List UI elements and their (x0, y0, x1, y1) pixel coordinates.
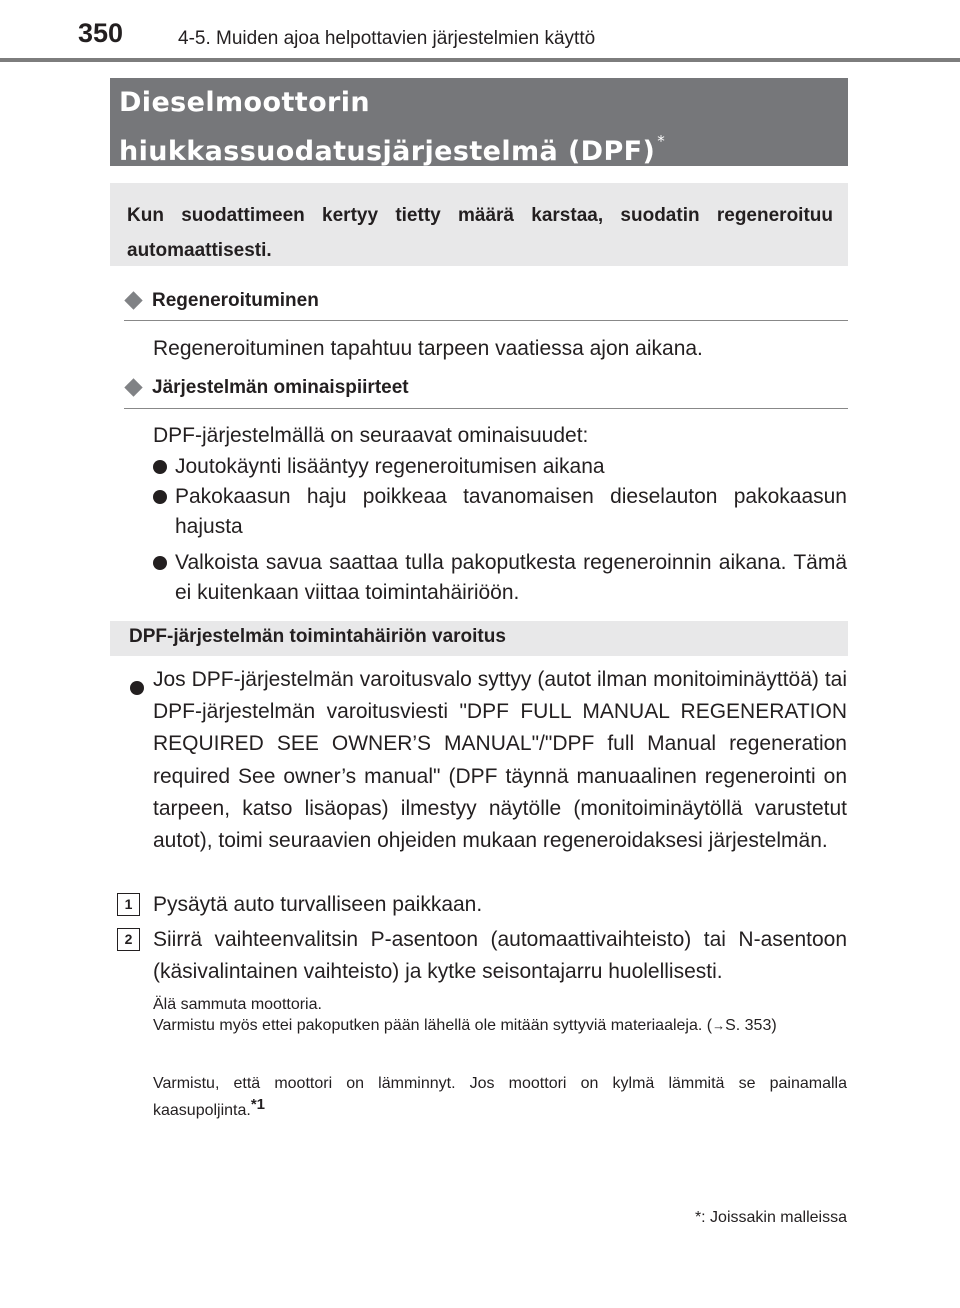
arrow-right-icon: → (712, 1017, 726, 1033)
list-item (153, 482, 847, 542)
note-paragraph (153, 1074, 847, 1121)
warning-heading: DPF-järjestelmän toimintahäiriön varoitus (129, 626, 506, 647)
subheading-features-label: Järjestelmän ominaispiirteet (152, 377, 409, 398)
page-number: 350 (78, 18, 124, 48)
bullet-icon (153, 556, 167, 570)
intro-box (110, 183, 848, 266)
page-title (119, 84, 665, 171)
chapter-title: 4-5. Muiden ajoa helpottavien järjestelmien käyttö (178, 28, 596, 49)
page-reference-link[interactable]: S. 353) (725, 1016, 777, 1034)
subheading-regeneration-label: Regeneroituminen (152, 290, 319, 311)
footnote-marker: *1 (250, 1095, 266, 1113)
subheading-regeneration (124, 290, 319, 312)
features-intro: DPF-järjestelmällä on seuraavat ominaisuudet: (153, 424, 589, 447)
regeneration-text: Regeneroituminen tapahtuu tarpeen vaatiessa ajon aikana. (153, 337, 703, 360)
diamond-icon (124, 291, 142, 309)
subheading-divider (124, 408, 848, 409)
list-item-text: Pakokaasun haju poikkeaa tavanomaisen dieselauton pakokaasun hajusta (175, 485, 847, 538)
subheading-divider (124, 320, 848, 321)
title-asterisk: * (657, 132, 666, 150)
note-line (153, 1016, 847, 1037)
step-text: Siirrä vaihteenvalitsin P-asentoon (automaattivaihteisto) tai N-asentoon (käsivalintainen vaihteisto) ja kytke seisontajarru huolellisesti. (153, 928, 847, 983)
bullet-icon (153, 460, 167, 474)
warning-text: Jos DPF-järjestelmän varoitusvalo syttyy (autot ilman monitoiminäyttöä) tai DPF-järjestelmän varoitusviesti "DPF FULL MANUAL REGENERATION REQUIRED SEE OWNER’S MANUAL"/"DPF full Manual regeneration required See owner’s manual" (DPF täynnä manuaalinen regenerointi on tarpeen, katso lisäopas) ilmestyy näytölle (monitoiminäytöllä varustetut autot), toimi seuraavien ohjeiden mukaan regeneroidaksesi järjestelmän. (153, 668, 847, 853)
step-number-badge: 2 (117, 928, 140, 951)
note-text: Varmistu myös ettei pakoputken pään lähellä ole mitään syttyviä materiaaleja. ( (153, 1016, 713, 1034)
title-line-2: hiukkassuodatusjärjestelmä (DPF) (119, 136, 656, 167)
footnote: *: Joissakin malleissa (694, 1209, 847, 1226)
list-item (153, 548, 847, 608)
list-item (153, 452, 847, 482)
header-divider (0, 58, 960, 62)
note-text: Varmistu, että moottori on lämminnyt. Jos moottori on kylmä lämmitä se painamalla kaasupoljinta. (153, 1075, 847, 1119)
section-title-band (110, 78, 848, 166)
title-line-1: Dieselmoottorin (119, 87, 371, 118)
diamond-icon (124, 378, 142, 396)
step-text: Pysäytä auto turvalliseen paikkaan. (153, 893, 483, 916)
list-item-text: Valkoista savua saattaa tulla pakoputkesta regeneroinnin aikana. Tämä ei kuitenkaan viittaa toimintahäiriöön. (175, 551, 847, 604)
note-block (153, 995, 847, 1036)
subheading-features (124, 377, 409, 399)
note-line: Älä sammuta moottoria. (153, 996, 322, 1013)
warning-section-band (110, 621, 848, 656)
list-item-text: Joutokäynti lisääntyy regeneroitumisen aikana (175, 455, 605, 478)
step-number-badge: 1 (117, 893, 140, 916)
bullet-icon (130, 681, 144, 695)
bullet-icon (153, 490, 167, 504)
intro-text: Kun suodattimeen kertyy tietty määrä karstaa, suodatin regeneroituu automaattisesti. (127, 205, 833, 261)
